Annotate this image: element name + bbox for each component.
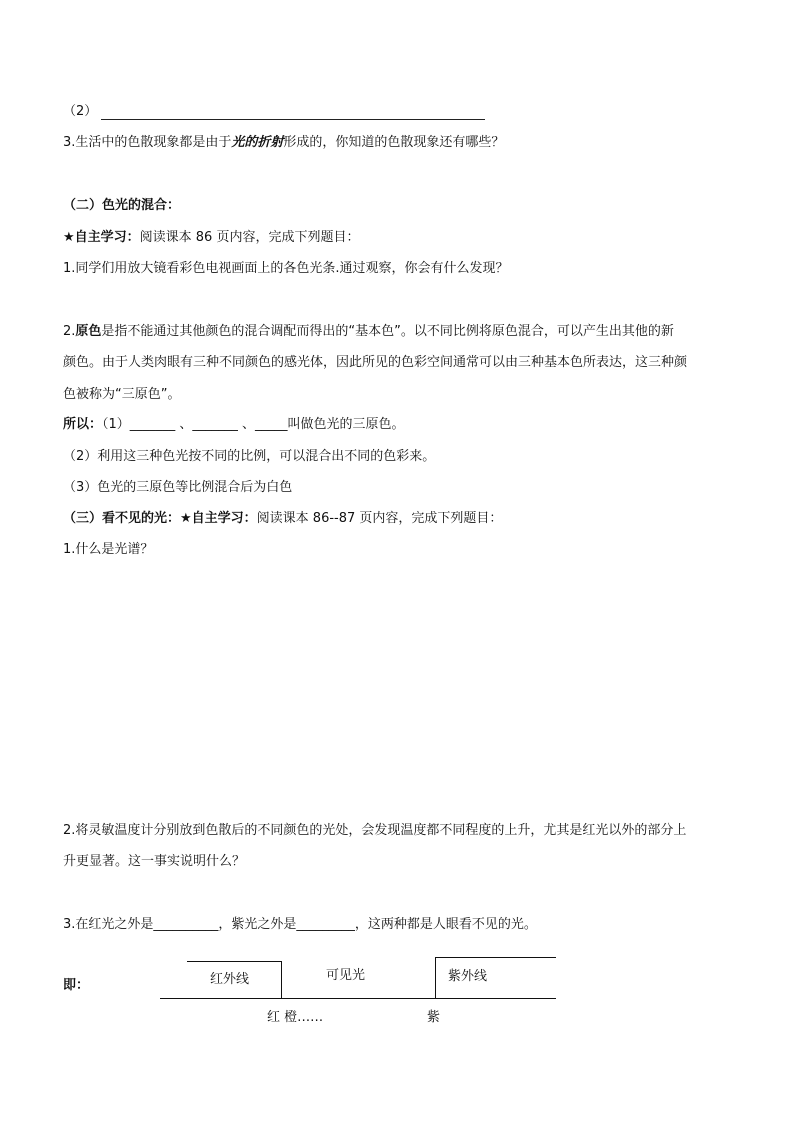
infrared-box-right bbox=[281, 961, 282, 999]
self-study-text: 阅读课本 86 页内容，完成下列题目： bbox=[139, 230, 360, 245]
section-3-heading-line bbox=[63, 510, 502, 528]
question-3-invisible-light: 3.在红光之外是__________，紫光之外是_________，这两种都是人眼看不见的光。 bbox=[63, 917, 537, 932]
section-2-heading: （二）色光的混合： bbox=[63, 198, 181, 213]
question-1-magnifier: 1.同学们用放大镜看彩色电视画面上的各色光条.通过观察，你会有什么发现？ bbox=[63, 261, 509, 276]
so-line-2: （2）利用这三种色光按不同的比例，可以混合出不同的色彩来。 bbox=[63, 449, 436, 464]
ultraviolet-box-left bbox=[435, 957, 436, 999]
infrared-label: 红外线 bbox=[210, 972, 250, 987]
self-study-text: 阅读课本 86--87 页内容，完成下列题目： bbox=[256, 511, 503, 526]
item-number: （2） bbox=[63, 104, 98, 119]
question-text: 是指不能通过其他颜色的混合调配而得出的“基本色”。以不同比例将原色混合，可以产生出其他的新 bbox=[101, 324, 674, 339]
so-line-1 bbox=[63, 416, 405, 434]
question-text-tail: 形成的，你知道的色散现象还有哪些？ bbox=[283, 135, 505, 150]
question-number: 2. bbox=[63, 324, 76, 339]
emphasis-text: 光的折射 bbox=[231, 135, 284, 150]
self-study-label: ★自主学习： bbox=[180, 511, 257, 526]
so-line-3: （3）色光的三原色等比例混合后为白色 bbox=[63, 480, 293, 495]
self-study-label: ★自主学习： bbox=[63, 230, 140, 245]
ultraviolet-box-top bbox=[435, 957, 556, 958]
question-2-primary-line1 bbox=[63, 323, 674, 341]
visible-light-label: 可见光 bbox=[326, 968, 366, 983]
question-2-primary-line2: 颜色。由于人类肉眼有三种不同颜色的感光体，因此所见的色彩空间通常可以由三种基本色所表达，这三种颜 bbox=[63, 355, 688, 370]
key-term: 原色 bbox=[75, 324, 102, 339]
ultraviolet-label: 紫外线 bbox=[448, 969, 488, 984]
question-3-dispersion bbox=[63, 134, 504, 152]
section-3-heading: （三）看不见的光： bbox=[63, 511, 181, 526]
question-1-spectrum: 1.什么是光谱？ bbox=[63, 542, 154, 557]
so-item-1: （1）_______ 、_______ 、_____叫做色光的三原色。 bbox=[102, 417, 405, 432]
violet-label: 紫 bbox=[427, 1010, 441, 1025]
diagram-baseline bbox=[160, 998, 556, 999]
answer-line-2 bbox=[63, 103, 97, 121]
self-study-line-2 bbox=[63, 229, 359, 247]
question-2-primary-line3: 色被称为“三原色”。 bbox=[63, 387, 181, 402]
question-text: 3.生活中的色散现象都是由于 bbox=[63, 135, 232, 150]
question-2-thermometer-line1: 2.将灵敏温度计分别放到色散后的不同颜色的光处，会发现温度都不同程度的上升，尤其是红光以外的部分上 bbox=[63, 823, 687, 838]
answer-blank-2[interactable] bbox=[101, 119, 485, 120]
diagram-prefix: 即： bbox=[63, 978, 90, 993]
question-2-thermometer-line2: 升更显著。这一事实说明什么？ bbox=[63, 854, 246, 869]
so-label: 所以： bbox=[63, 417, 103, 432]
red-orange-label: 红 橙…… bbox=[267, 1010, 324, 1025]
infrared-box-top bbox=[187, 961, 282, 962]
